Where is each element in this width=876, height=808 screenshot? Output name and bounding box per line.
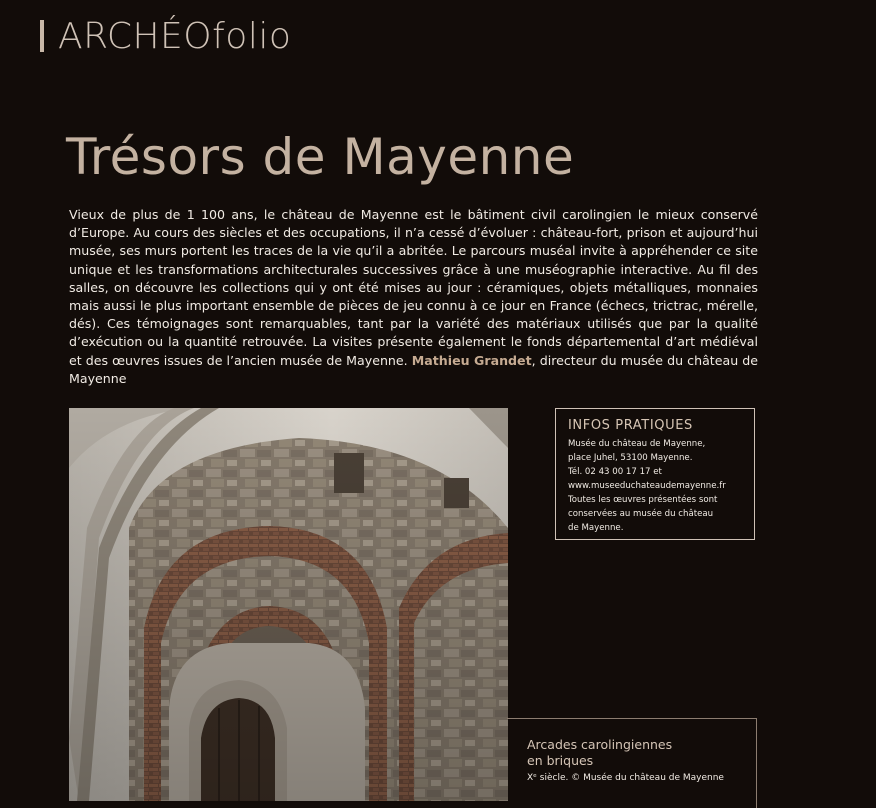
info-line: place Juhel, 53100 Mayenne. bbox=[568, 453, 693, 463]
caption-credit: Xᵉ siècle. © Musée du château de Mayenne bbox=[527, 773, 724, 783]
info-line: Toutes les œuvres présentées sont bbox=[568, 495, 718, 505]
caption-title-line: en briques bbox=[527, 753, 594, 768]
photo-caption bbox=[507, 718, 757, 808]
article-author: Mathieu Grandet bbox=[411, 352, 532, 368]
brand-bar bbox=[40, 20, 44, 52]
article-author-role: , directeur du musée du château de Mayenne bbox=[69, 352, 758, 386]
info-line: Musée du château de Mayenne, bbox=[568, 439, 706, 449]
caption-title-line: Arcades carolingiennes bbox=[527, 737, 673, 752]
info-title: INFOS PRATIQUES bbox=[568, 418, 693, 433]
info-line: de Mayenne. bbox=[568, 523, 624, 533]
info-link[interactable]: www.museeduchateaudemayenne.fr bbox=[568, 481, 726, 491]
article-body-text: Vieux de plus de 1 100 ans, le château de Mayenne est le bâtiment civil carolingien le mieux conservé d’Europe. Au cours des siècles et des occupations, il n’a cessé d’évoluer : château-fort, prison et aujourd’hui musée, ses murs portent les traces de la vie qu’il a abritée. Le parcours muséal invite à appréhender ce site unique et les transformations architecturales successives grâce à une muséographie interactive. Au fil des salles, on découvre les collections qui y ont été mises au jour : céramiques, objets métalliques, monnaies mais aussi le plus important ensemble de pièces de jeu connu à ce jour en France (échecs, trictrac, mérelle, dés). Ces témoignages sont remarquables, tant par la variété des matériaux utilisés que par la qualité d’exécution ou la quantité retrouvée. La visites présente également le fonds départemental d’art médiéval et des œuvres issues de l’ancien musée de Mayenne. bbox=[69, 207, 758, 368]
brand-text: ARCHÉOfolio bbox=[58, 15, 292, 57]
info-line: Tél. 02 43 00 17 17 et bbox=[568, 467, 662, 477]
info-box bbox=[555, 408, 755, 540]
article-title: Trésors de Mayenne bbox=[66, 128, 575, 186]
info-line: conservées au musée du château bbox=[568, 509, 714, 519]
article-body bbox=[69, 206, 758, 388]
castle-arches-photo bbox=[69, 408, 508, 801]
magazine-brand bbox=[40, 14, 291, 58]
